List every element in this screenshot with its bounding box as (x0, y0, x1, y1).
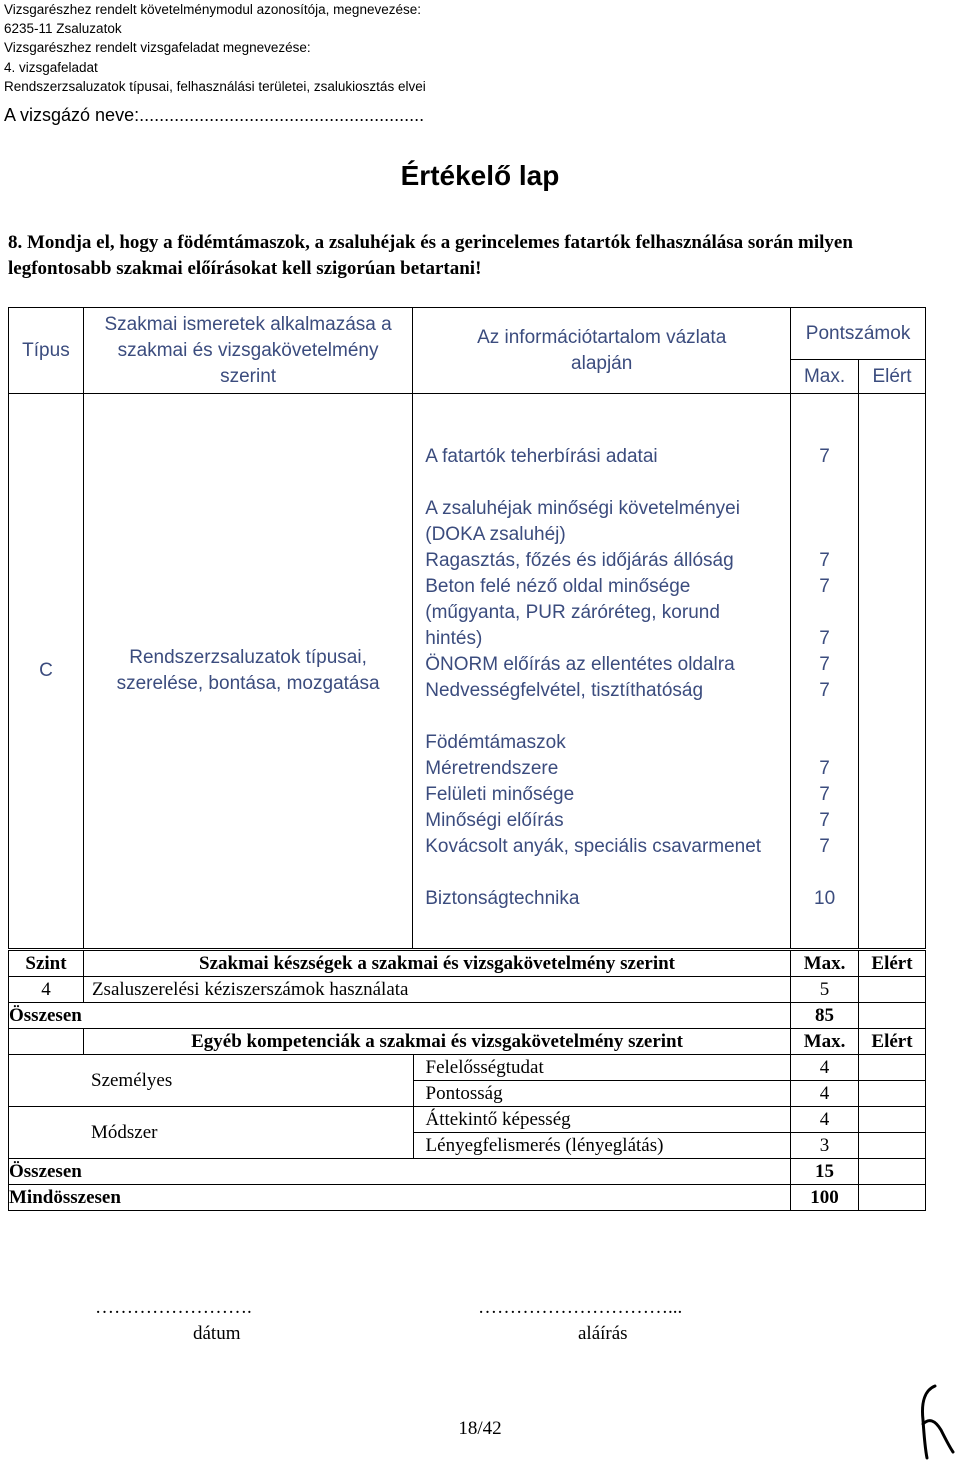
header-module-value: 6235-11 Zsaluzatok (4, 21, 122, 37)
max-score-line: 7 (819, 836, 830, 857)
method-item-2: Lényegfelismerés (lényeglátás) (413, 1133, 791, 1159)
content-line (425, 704, 790, 730)
page-number: 18/42 (458, 1418, 502, 1439)
other-total-achieved[interactable] (859, 1159, 926, 1185)
document-header (4, 0, 426, 96)
content-line (425, 470, 790, 496)
max-score-line: 7 (819, 628, 830, 649)
method-label: Módszer (9, 1107, 414, 1159)
content-line: Kovácsolt anyák, speciális csavarmenet (425, 836, 762, 857)
date-dots: ……………………. (95, 1297, 252, 1318)
content-line: (DOKA zsaluhéj) (425, 524, 566, 545)
content-line: Minőségi előírás (425, 810, 564, 831)
content-line: hintés) (425, 628, 483, 649)
skills-total-value: 85 (791, 1003, 859, 1029)
content-line: Nedvességfelvétel, tisztíthatóság (425, 680, 704, 701)
max-score-line: 7 (819, 550, 830, 571)
max-score-line (791, 704, 858, 730)
header-task-label: Vizsgarészhez rendelt vizsgafeladat megnevezése: (4, 40, 311, 56)
other-achieved-header: Elért (859, 1029, 926, 1055)
content-line: ÖNORM előírás az ellentétes oldalra (425, 654, 735, 675)
content-line (425, 860, 790, 886)
max-score-line (791, 496, 858, 522)
skills-header: Szakmai készségek a szakmai és vizsgakövetelmény szerint (83, 951, 790, 977)
knowledge-header: Szakmai ismeretek alkalmazása a szakmai és vizsgakövetelmény szerint (83, 308, 412, 394)
other-competencies-header: Egyéb kompetenciák a szakmai és vizsgakövetelmény szerint (83, 1029, 790, 1055)
content-line: A fatartók teherbírási adatai (425, 446, 658, 467)
personal-item-2: Pontosság (413, 1081, 791, 1107)
evaluation-table (8, 307, 926, 949)
personal-item-1: Felelősségtudat (413, 1055, 791, 1081)
handwritten-mark-icon (905, 1380, 955, 1462)
personal-item-1-max: 4 (791, 1055, 859, 1081)
max-score-line: 7 (819, 758, 830, 779)
max-score-line: 7 (819, 576, 830, 597)
content-line: A zsaluhéjak minőségi követelményei (425, 498, 740, 519)
skill-max: 5 (791, 977, 859, 1003)
max-score-line: 7 (819, 446, 830, 467)
max-header: Max. (791, 360, 859, 394)
content-line: Méretrendszere (425, 758, 559, 779)
max-score-line (791, 418, 858, 444)
method-item-1-max: 4 (791, 1107, 859, 1133)
grand-total-value: 100 (791, 1185, 859, 1211)
points-header: Pontszámok (791, 308, 926, 360)
content-line: Felületi minősége (425, 784, 575, 805)
level-header: Szint (9, 951, 84, 977)
content-line: (műgyanta, PUR záróréteg, korund (425, 602, 720, 623)
skills-max-header: Max. (791, 951, 859, 977)
method-item-1-achieved[interactable] (859, 1107, 926, 1133)
max-score-line: 7 (819, 680, 830, 701)
other-total-label: Összesen (9, 1159, 791, 1185)
personal-item-1-achieved[interactable] (859, 1055, 926, 1081)
signature-label: aláírás (578, 1323, 628, 1344)
method-item-2-max: 3 (791, 1133, 859, 1159)
skill-level: 4 (9, 977, 84, 1003)
content-line: Biztonságtechnika (425, 888, 580, 909)
other-blank-cell (9, 1029, 84, 1055)
signature-dots: …………………………... (478, 1297, 683, 1318)
header-task-title: Rendszerzsaluzatok típusai, felhasználási területei, zsalukiosztás elvei (4, 78, 426, 94)
max-score-line (791, 522, 858, 548)
personal-label: Személyes (9, 1055, 414, 1107)
content-line: Beton felé néző oldal minősége (425, 576, 691, 597)
max-score-line: 7 (819, 654, 830, 675)
type-header: Típus (9, 308, 84, 394)
max-score-line (791, 600, 858, 626)
max-score-list (791, 394, 859, 949)
skills-total-label: Összesen (9, 1003, 791, 1029)
personal-item-2-achieved[interactable] (859, 1081, 926, 1107)
method-item-2-achieved[interactable] (859, 1133, 926, 1159)
header-module-label: Vizsgarészhez rendelt követelménymodul azonosítója, megnevezése: (4, 2, 421, 17)
skills-achieved-header: Elért (859, 951, 926, 977)
question-text: 8. Mondja el, hogy a födémtámaszok, a zsaluhéjak és a gerincelemes fatartók felhasználása során milyen legfontosabb szakmai előírásokat kell szigorúan betartani! (8, 232, 853, 279)
content-line: Ragasztás, főzés és időjárás állóság (425, 550, 734, 571)
skill-achieved-cell[interactable] (859, 977, 926, 1003)
page-title: Értékelő lap (400, 160, 560, 191)
outline-header: Az információtartalom vázlata alapján (413, 308, 791, 394)
skills-total-achieved-cell[interactable] (859, 1003, 926, 1029)
personal-item-2-max: 4 (791, 1081, 859, 1107)
examinee-name-line: A vizsgázó neve:......................................................... (4, 105, 425, 125)
other-total-value: 15 (791, 1159, 859, 1185)
header-task-number: 4. vizsgafeladat (4, 59, 98, 75)
max-score-line: 7 (819, 810, 830, 831)
type-value: C (9, 394, 84, 949)
max-score-line: 10 (814, 888, 836, 909)
method-item-1: Áttekintő képesség (413, 1107, 791, 1133)
grand-total-achieved[interactable] (859, 1185, 926, 1211)
skill-name: Zsaluszerelési kéziszerszámok használata (83, 977, 790, 1003)
other-max-header: Max. (791, 1029, 859, 1055)
content-line (425, 418, 790, 444)
achieved-header: Elért (859, 360, 926, 394)
achieved-score-cell[interactable] (859, 394, 926, 949)
max-score-line (791, 860, 858, 886)
max-score-line (791, 470, 858, 496)
max-score-line (791, 730, 858, 756)
summary-table (8, 950, 926, 1211)
grand-total-label: Mindösszesen (9, 1185, 791, 1211)
date-label: dátum (193, 1323, 241, 1344)
max-score-line: 7 (819, 784, 830, 805)
knowledge-value: Rendszerzsaluzatok típusai, szerelése, bontása, mozgatása (83, 394, 412, 949)
content-list (413, 394, 791, 949)
content-line: Födémtámaszok (425, 732, 566, 753)
